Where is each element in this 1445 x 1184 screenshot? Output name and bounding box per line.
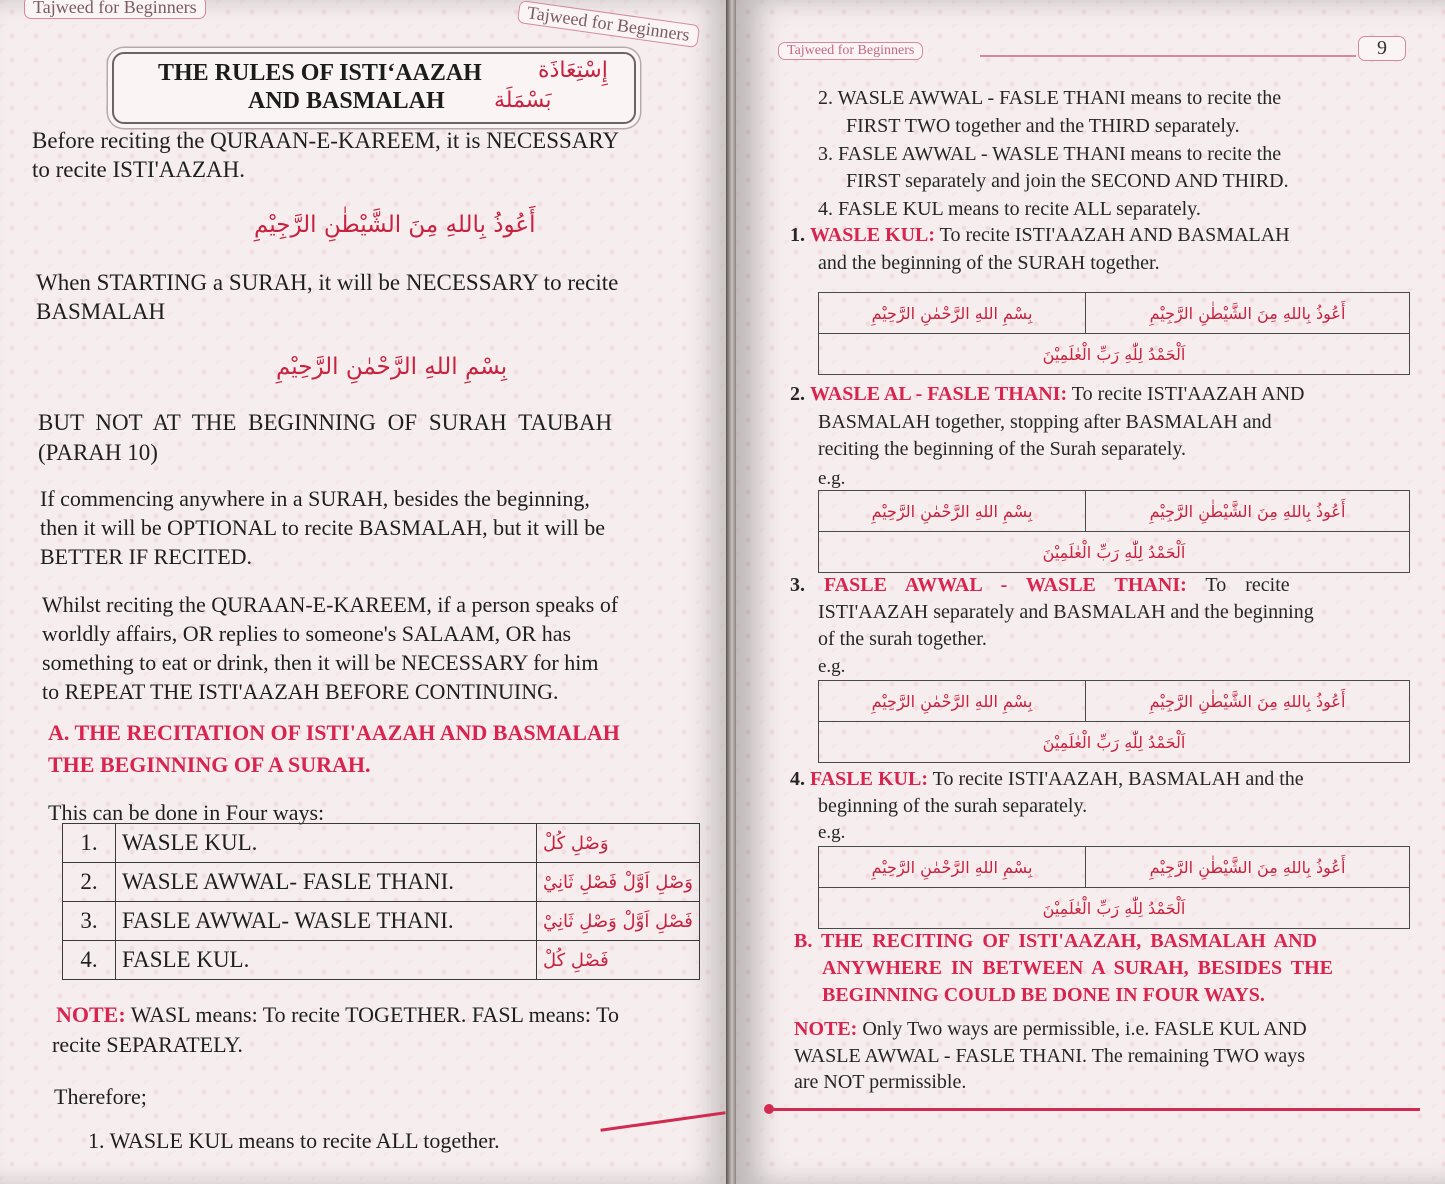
- hamd-cell: اَلْحَمْدُ لِلّٰهِ رَبِّ الْعٰلَمِيْنَ: [819, 334, 1410, 375]
- list-item-2-line2: FIRST TWO together and the THIRD separately.: [846, 115, 1240, 137]
- table-row: [63, 902, 700, 941]
- way-label: WASLE KUL.: [116, 824, 537, 863]
- note-line2: recite SEPARATELY.: [52, 1032, 243, 1057]
- item-1: 1. WASLE KUL means to recite ALL together.: [88, 1128, 500, 1153]
- example-3-line2: ISTI'AAZAH separately and BASMALAH and the beginning: [818, 601, 1314, 623]
- list-item-3-line2: FIRST separately and join the SECOND AND THIRD.: [846, 170, 1289, 192]
- example-3-line1: [790, 572, 1290, 599]
- way-arabic: فَصْلِ اَوَّلْ وَصْلِ ثَانِيْ: [537, 902, 700, 941]
- way-arabic: فَصْلِ كُلْ: [537, 941, 700, 980]
- section-b-heading-line1: B. THE RECITING OF ISTI'AAZAH, BASMALAH AND: [794, 930, 1317, 952]
- title-arabic-istiaazah: إِسْتِعَاذَة: [538, 58, 608, 83]
- example-table-3: [818, 680, 1410, 763]
- list-item-4-line1: 4. FASLE KUL means to recite ALL separately.: [818, 198, 1201, 220]
- example-4-line1: [790, 766, 1304, 793]
- example-text: To recite: [1186, 574, 1290, 596]
- para4-line1: If commencing anywhere in a SURAH, besides the beginning,: [40, 486, 590, 511]
- example-table-2: [818, 490, 1410, 573]
- way-number: 3.: [63, 902, 116, 941]
- basmalah-cell: بِسْمِ اللهِ الرَّحْمٰنِ الرَّحِيْمِ: [819, 847, 1086, 888]
- hamd-cell: اَلْحَمْدُ لِلّٰهِ رَبِّ الْعٰلَمِيْنَ: [819, 888, 1410, 929]
- title-box: [112, 52, 636, 124]
- way-arabic: وَصْلِ كُلْ: [537, 824, 700, 863]
- para5-line3: something to eat or drink, then it will be NECESSARY for him: [42, 650, 599, 675]
- way-arabic: وَصْلِ اَوَّلْ فَصْلِ ثَانِيْ: [537, 863, 700, 902]
- way-number: 1.: [63, 824, 116, 863]
- istiaazah-cell: أَعُوذُ بِاللهِ مِنَ الشَّيْطٰنِ الرَّجِيْمِ: [1085, 491, 1409, 532]
- footer-dot-icon: [764, 1104, 774, 1114]
- example-number: 3.: [790, 574, 805, 596]
- header-tag: Tajweed for Beginners: [778, 42, 923, 60]
- page-number: 9: [1358, 36, 1406, 61]
- hamd-cell: اَلْحَمْدُ لِلّٰهِ رَبِّ الْعٰلَمِيْنَ: [819, 722, 1410, 763]
- section-b-heading-line2: ANYWHERE IN BETWEEN A SURAH, BESIDES THE: [822, 957, 1333, 979]
- example-2-eg: e.g.: [818, 468, 846, 489]
- basmalah-cell: بِسْمِ اللهِ الرَّحْمٰنِ الرَّحِيْمِ: [819, 491, 1086, 532]
- list-item-3-line1: 3. FASLE AWWAL - WASLE THANI means to recite the: [818, 143, 1282, 165]
- para1-line1: Before reciting the QURAAN-E-KAREEM, it is NECESSARY: [32, 128, 620, 153]
- example-4-line2: beginning of the surah separately.: [818, 795, 1088, 817]
- example-name: FASLE KUL:: [810, 768, 928, 790]
- note-line1: [56, 1000, 619, 1029]
- example-4-eg: e.g.: [818, 822, 846, 843]
- right-note-line1: [794, 1016, 1307, 1043]
- istiaazah-cell: أَعُوذُ بِاللهِ مِنَ الشَّيْطٰنِ الرَّجِيْمِ: [1085, 293, 1409, 334]
- para4-line2: then it will be OPTIONAL to recite BASMALAH, but it will be: [40, 515, 606, 540]
- table-row: [63, 863, 700, 902]
- example-text: To recite ISTI'AAZAH AND BASMALAH: [935, 224, 1290, 246]
- way-number: 4.: [63, 941, 116, 980]
- hamd-cell: اَلْحَمْدُ لِلّٰهِ رَبِّ الْعٰلَمِيْنَ: [819, 532, 1410, 573]
- way-label: FASLE AWWAL- WASLE THANI.: [116, 902, 537, 941]
- istiaazah-cell: أَعُوذُ بِاللهِ مِنَ الشَّيْطٰنِ الرَّجِيْمِ: [1085, 681, 1409, 722]
- para3-line2: (PARAH 10): [38, 440, 158, 465]
- basmalah-cell: بِسْمِ اللهِ الرَّحْمٰنِ الرَّحِيْمِ: [819, 293, 1086, 334]
- section-a-heading-line1: A. THE RECITATION OF ISTI'AAZAH AND BASMALAH: [48, 720, 620, 745]
- note-text: Only Two ways are permissible, i.e. FASLE KUL AND: [857, 1018, 1307, 1040]
- way-number: 2.: [63, 863, 116, 902]
- right-note-line2: WASLE AWWAL - FASLE THANI. The remaining TWO ways: [794, 1045, 1306, 1067]
- example-table-1: [818, 292, 1410, 375]
- example-3-line3: of the surah together.: [818, 628, 987, 650]
- title-arabic-basmalah: بَسْمَلَة: [494, 88, 552, 113]
- example-number: 4.: [790, 768, 805, 790]
- section-a-heading-line2: THE BEGINNING OF A SURAH.: [48, 752, 371, 777]
- example-table-4: [818, 846, 1410, 929]
- therefore: Therefore;: [54, 1084, 147, 1109]
- para1-line2: to recite ISTI'AAZAH.: [32, 157, 245, 182]
- example-2-line2: BASMALAH together, stopping after BASMALAH and: [818, 411, 1272, 433]
- page-title-line1: THE RULES OF ISTI‘AAZAH: [158, 60, 482, 86]
- note-label: NOTE:: [794, 1018, 858, 1040]
- example-number: 1.: [790, 224, 805, 246]
- example-2-line3: reciting the beginning of the Surah separately.: [818, 438, 1187, 460]
- example-text: To recite ISTI'AAZAH AND: [1067, 383, 1305, 405]
- example-text: To recite ISTI'AAZAH, BASMALAH and the: [927, 768, 1304, 790]
- para3-line1: BUT NOT AT THE BEGINNING OF SURAH TAUBAH: [38, 410, 613, 435]
- basmalah-cell: بِسْمِ اللهِ الرَّحْمٰنِ الرَّحِيْمِ: [819, 681, 1086, 722]
- note-label: NOTE:: [56, 1002, 126, 1027]
- para5-line4: to REPEAT THE ISTI'AAZAH BEFORE CONTINUING.: [42, 679, 559, 704]
- example-name: FASLE AWWAL - WASLE THANI:: [824, 574, 1187, 596]
- footer-rule-right: [770, 1108, 1420, 1111]
- way-label: FASLE KUL.: [116, 941, 537, 980]
- example-name: WASLE KUL:: [810, 224, 936, 246]
- example-1-line1: [790, 222, 1290, 249]
- para4-line3: BETTER IF RECITED.: [40, 544, 253, 569]
- section-b-heading-line3: BEGINNING COULD BE DONE IN FOUR WAYS.: [822, 984, 1265, 1006]
- example-name: WASLE AL - FASLE THANI:: [810, 383, 1068, 405]
- page-title-line2: AND BASMALAH: [248, 88, 445, 114]
- way-label: WASLE AWWAL- FASLE THANI.: [116, 863, 537, 902]
- example-1-line2: and the beginning of the SURAH together.: [818, 252, 1160, 274]
- ways-intro: This can be done in Four ways:: [48, 800, 325, 825]
- para2-line2: BASMALAH: [36, 299, 166, 324]
- table-row: [63, 824, 700, 863]
- istiaazah-arabic: أَعُوذُ بِاللهِ مِنَ الشَّيْطٰنِ الرَّجِيْمِ: [254, 212, 536, 238]
- note-text: WASL means: To recite TOGETHER. FASL means: To: [125, 1002, 619, 1027]
- example-number: 2.: [790, 383, 805, 405]
- basmalah-arabic: بِسْمِ اللهِ الرَّحْمٰنِ الرَّحِيْمِ: [276, 354, 508, 380]
- footer-rule-left: [600, 1111, 725, 1132]
- header-tag-right: Tajweed for Beginners: [517, 0, 700, 48]
- para5-line2: worldly affairs, OR replies to someone's SALAAM, OR has: [42, 621, 572, 646]
- right-note-line3: are NOT permissible.: [794, 1071, 967, 1093]
- para2-line1: When STARTING a SURAH, it will be NECESSARY to recite: [36, 270, 619, 295]
- ways-table: [62, 823, 700, 980]
- list-item-2-line1: 2. WASLE AWWAL - FASLE THANI means to recite the: [818, 87, 1282, 109]
- example-3-eg: e.g.: [818, 656, 846, 677]
- header-tag-left: Tajweed for Beginners: [24, 0, 206, 19]
- para5-line1: Whilst reciting the QURAAN-E-KAREEM, if a person speaks of: [42, 592, 619, 617]
- example-2-line1: [790, 381, 1304, 408]
- istiaazah-cell: أَعُوذُ بِاللهِ مِنَ الشَّيْطٰنِ الرَّجِيْمِ: [1085, 847, 1409, 888]
- header-rule: [980, 55, 1356, 57]
- table-row: [63, 941, 700, 980]
